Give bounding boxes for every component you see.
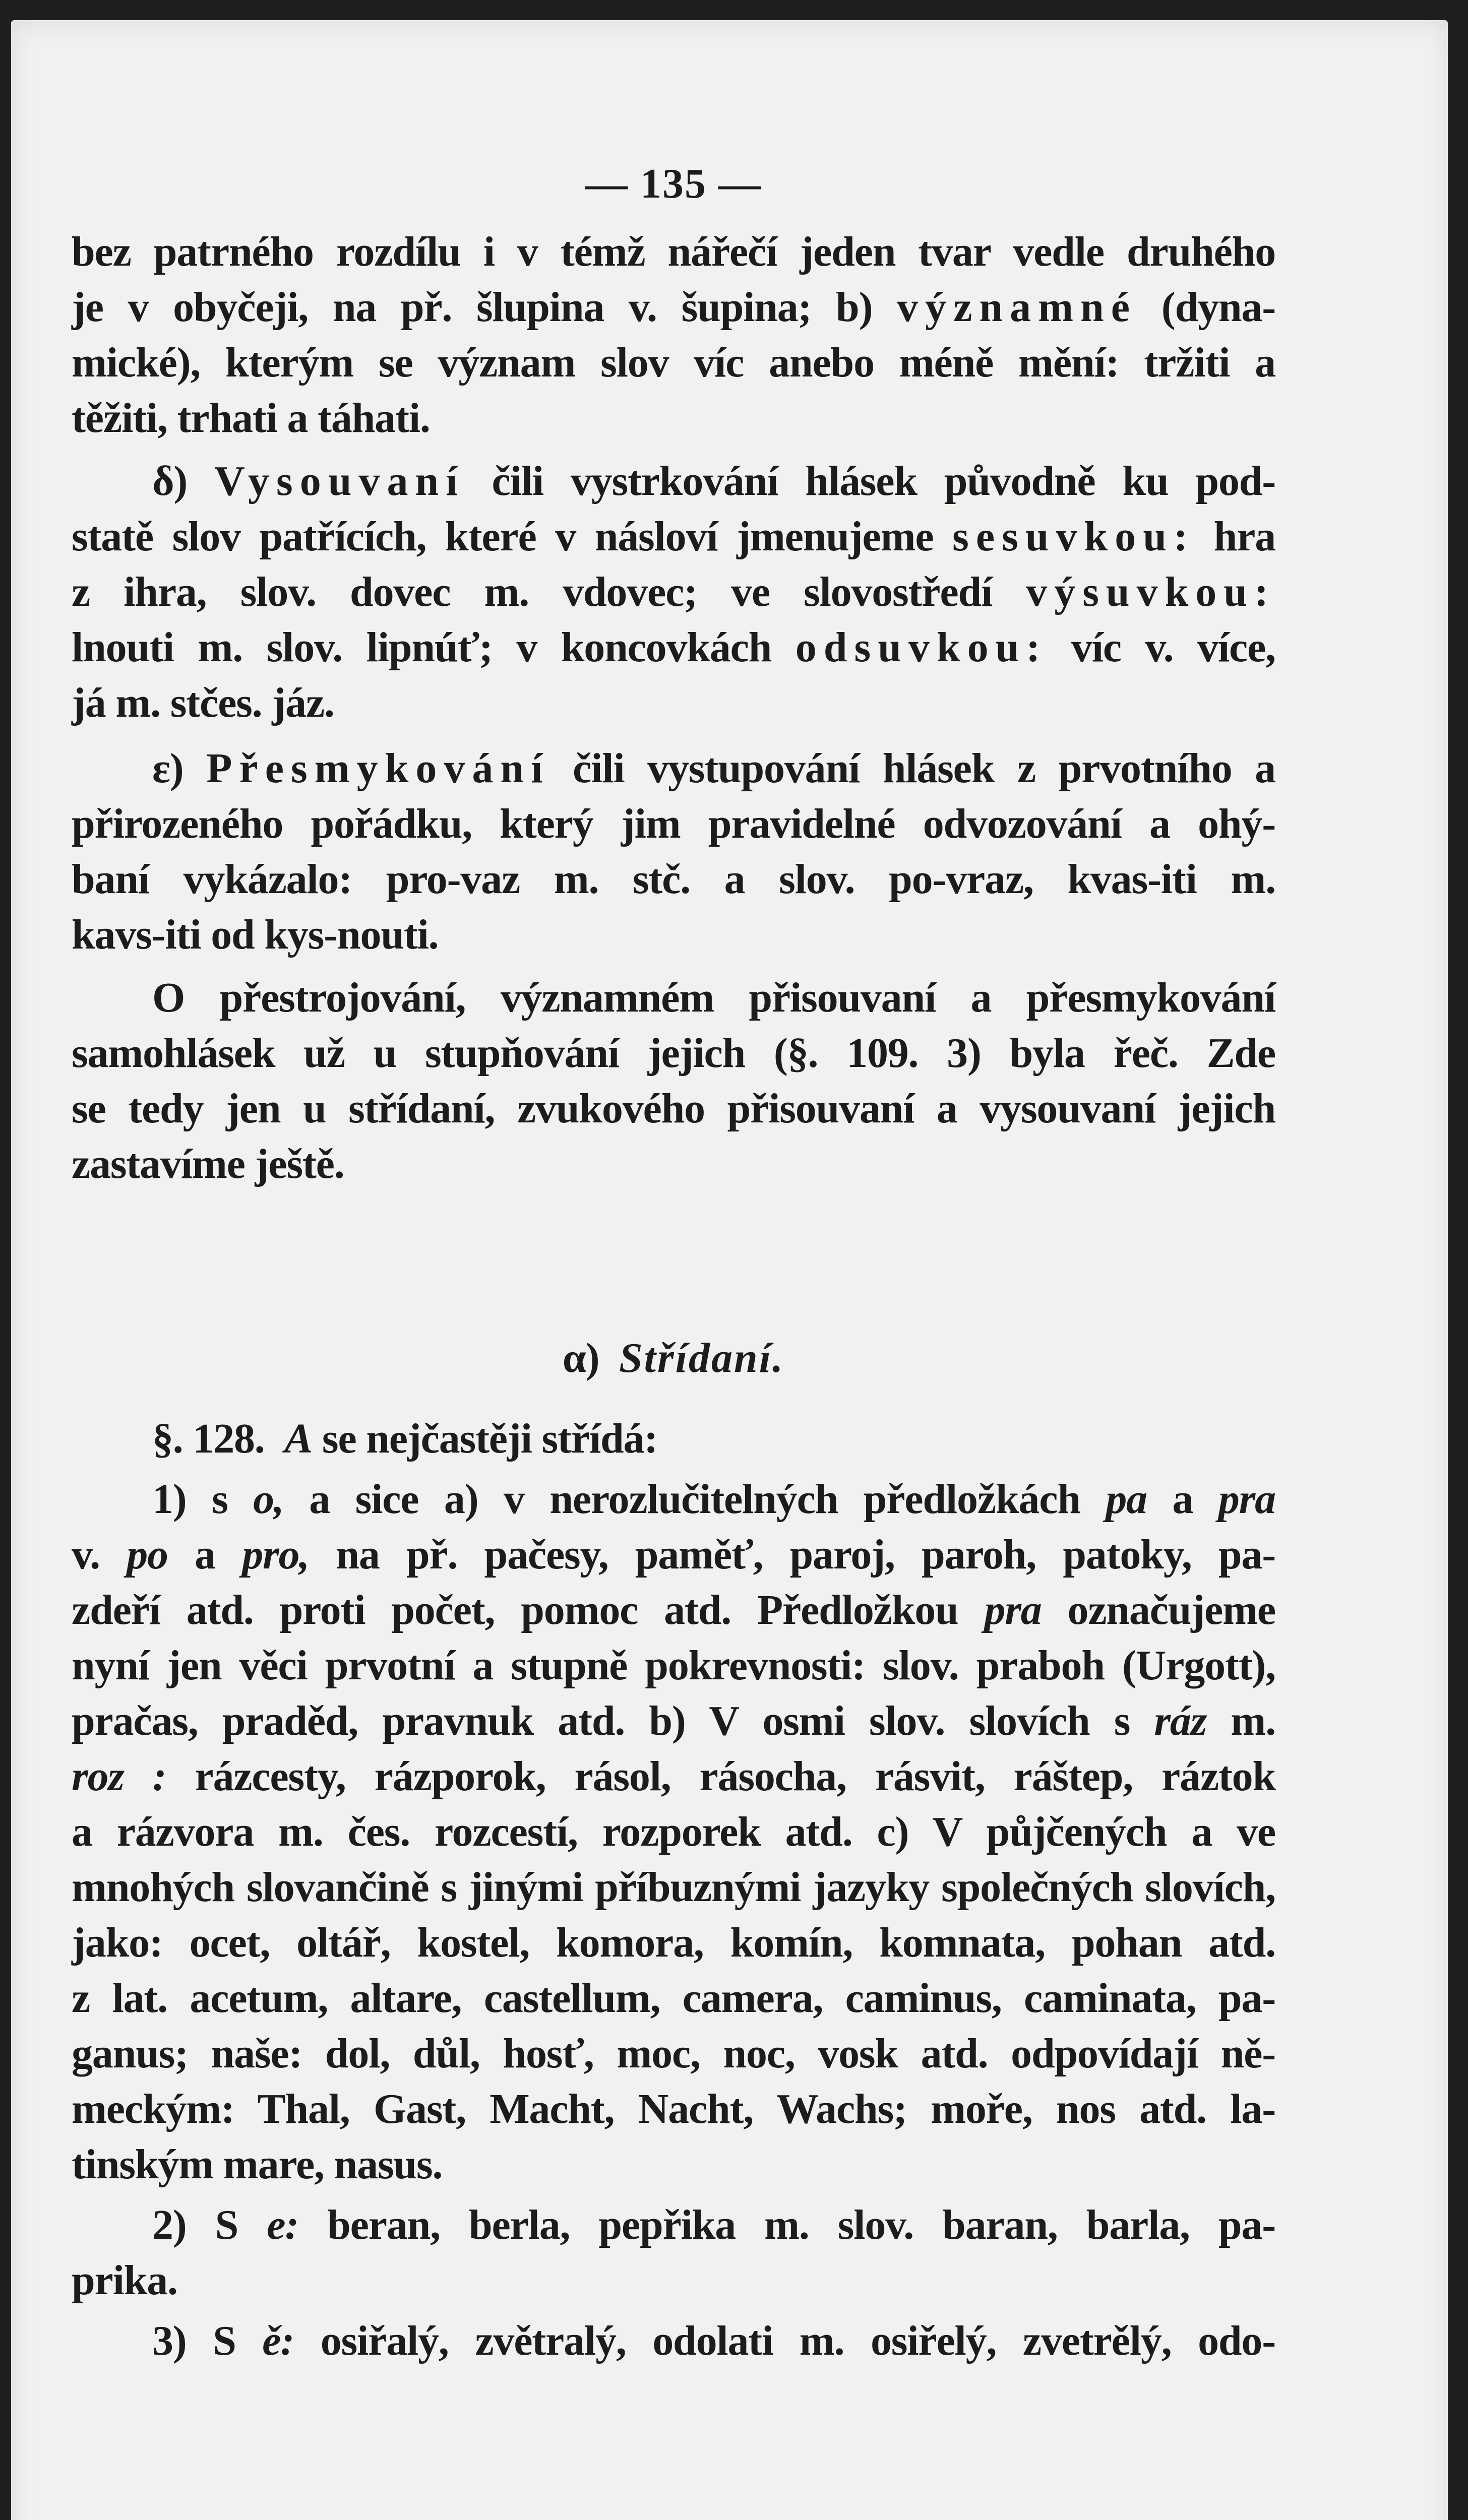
text-line: mnohých slovančině s jinými příbuznými jazyky společných slovích, xyxy=(72,1864,1275,1911)
text-line: v. po a pro, na př. pačesy, paměť, paroj, paroh, patoky, pa- xyxy=(72,1531,1276,1578)
text-line: 3) S ě: osiřalý, zvětralý, odolati m. osiřelý, zvetrělý, odo- xyxy=(152,2317,1275,2364)
text-line: já m. stčes. jáz. xyxy=(72,679,334,726)
page-number: — 135 — xyxy=(585,160,762,207)
text-line: jako: ocet, oltář, kostel, komora, komín, komnata, pohan atd. xyxy=(72,1919,1275,1966)
text-line: lnouti m. slov. lipnúť; v koncovkách odsuvkou: víc v. více, xyxy=(72,624,1275,671)
text-line: statě slov patřících, které v násloví jmenujeme sesuvkou: hra xyxy=(72,513,1275,560)
text-line: těžiti, trhati a táhati. xyxy=(72,395,430,442)
text-line: §. 128. A se nejčastěji střídá: xyxy=(152,1415,658,1462)
text-line: δ) Vysouvaní čili vystrkování hlásek původně ku pod- xyxy=(152,458,1275,505)
text-line: ε) Přesmykování čili vystupování hlásek z prvotního a xyxy=(152,745,1275,792)
text-line: bez patrného rozdílu i v témž nářečí jeden tvar vedle druhého xyxy=(72,228,1275,275)
text-line: mické), kterým se význam slov víc anebo méně mění: tržiti a xyxy=(72,339,1275,386)
text-line: zastavíme ještě. xyxy=(72,1141,344,1187)
text-line: prika. xyxy=(72,2257,177,2304)
text-line: ganus; naše: dol, důl, hosť, moc, noc, vosk atd. odpovídají ně- xyxy=(72,2030,1275,2077)
text-line: se tedy jen u střídaní, zvukového přisouvaní a vysouvaní jejich xyxy=(72,1085,1275,1132)
text-line: meckým: Thal, Gast, Macht, Nacht, Wachs; moře, nos atd. la- xyxy=(72,2086,1275,2132)
text-line: pračas, praděd, pravnuk atd. b) V osmi slov. slovích s ráz m. xyxy=(72,1697,1275,1744)
text-line: 1) s o, a sice a) v nerozlučitelných předložkách pa a pra xyxy=(152,1476,1275,1523)
text-line: z lat. acetum, altare, castellum, camera, caminus, caminata, pa- xyxy=(72,1975,1275,2022)
text-line: zdeří atd. proti počet, pomoc atd. Předložkou pra označujeme xyxy=(72,1587,1275,1633)
text-line: kavs-iti od kys-nouti. xyxy=(72,911,439,958)
text-line: nyní jen věci prvotní a stupně pokrevnosti: slov. praboh (Urgott), xyxy=(72,1642,1275,1689)
text-line: tinským mare, nasus. xyxy=(72,2141,443,2188)
text-line: baní vykázalo: pro-vaz m. stč. a slov. po-vraz, kvas-iti m. xyxy=(72,856,1275,903)
book-page xyxy=(11,20,1448,2520)
text-line: a rázvora m. čes. rozcestí, rozporek atd. c) V půjčených a ve xyxy=(72,1808,1275,1855)
text-line: z ihra, slov. dovec m. vdovec; ve slovostředí výsuvkou: xyxy=(72,569,1275,615)
text-line: přirozeného pořádku, který jim pravidelné odvozování a ohý- xyxy=(72,800,1275,847)
section-heading: α) Střídaní. xyxy=(562,1335,785,1381)
text-line: samohlásek už u stupňování jejich (§. 109. 3) byla řeč. Zde xyxy=(72,1030,1275,1077)
text-line: je v obyčeji, na př. šlupina v. šupina; b) významné (dyna- xyxy=(72,284,1275,331)
text-line: 2) S e: beran, berla, pepřika m. slov. baran, barla, pa- xyxy=(152,2201,1275,2248)
text-line: roz : rázcesty, rázporok, rásol, rásocha, rásvit, ráštep, ráztok xyxy=(72,1753,1276,1800)
text-line: O přestrojování, významném přisouvaní a přesmykování xyxy=(152,974,1275,1021)
